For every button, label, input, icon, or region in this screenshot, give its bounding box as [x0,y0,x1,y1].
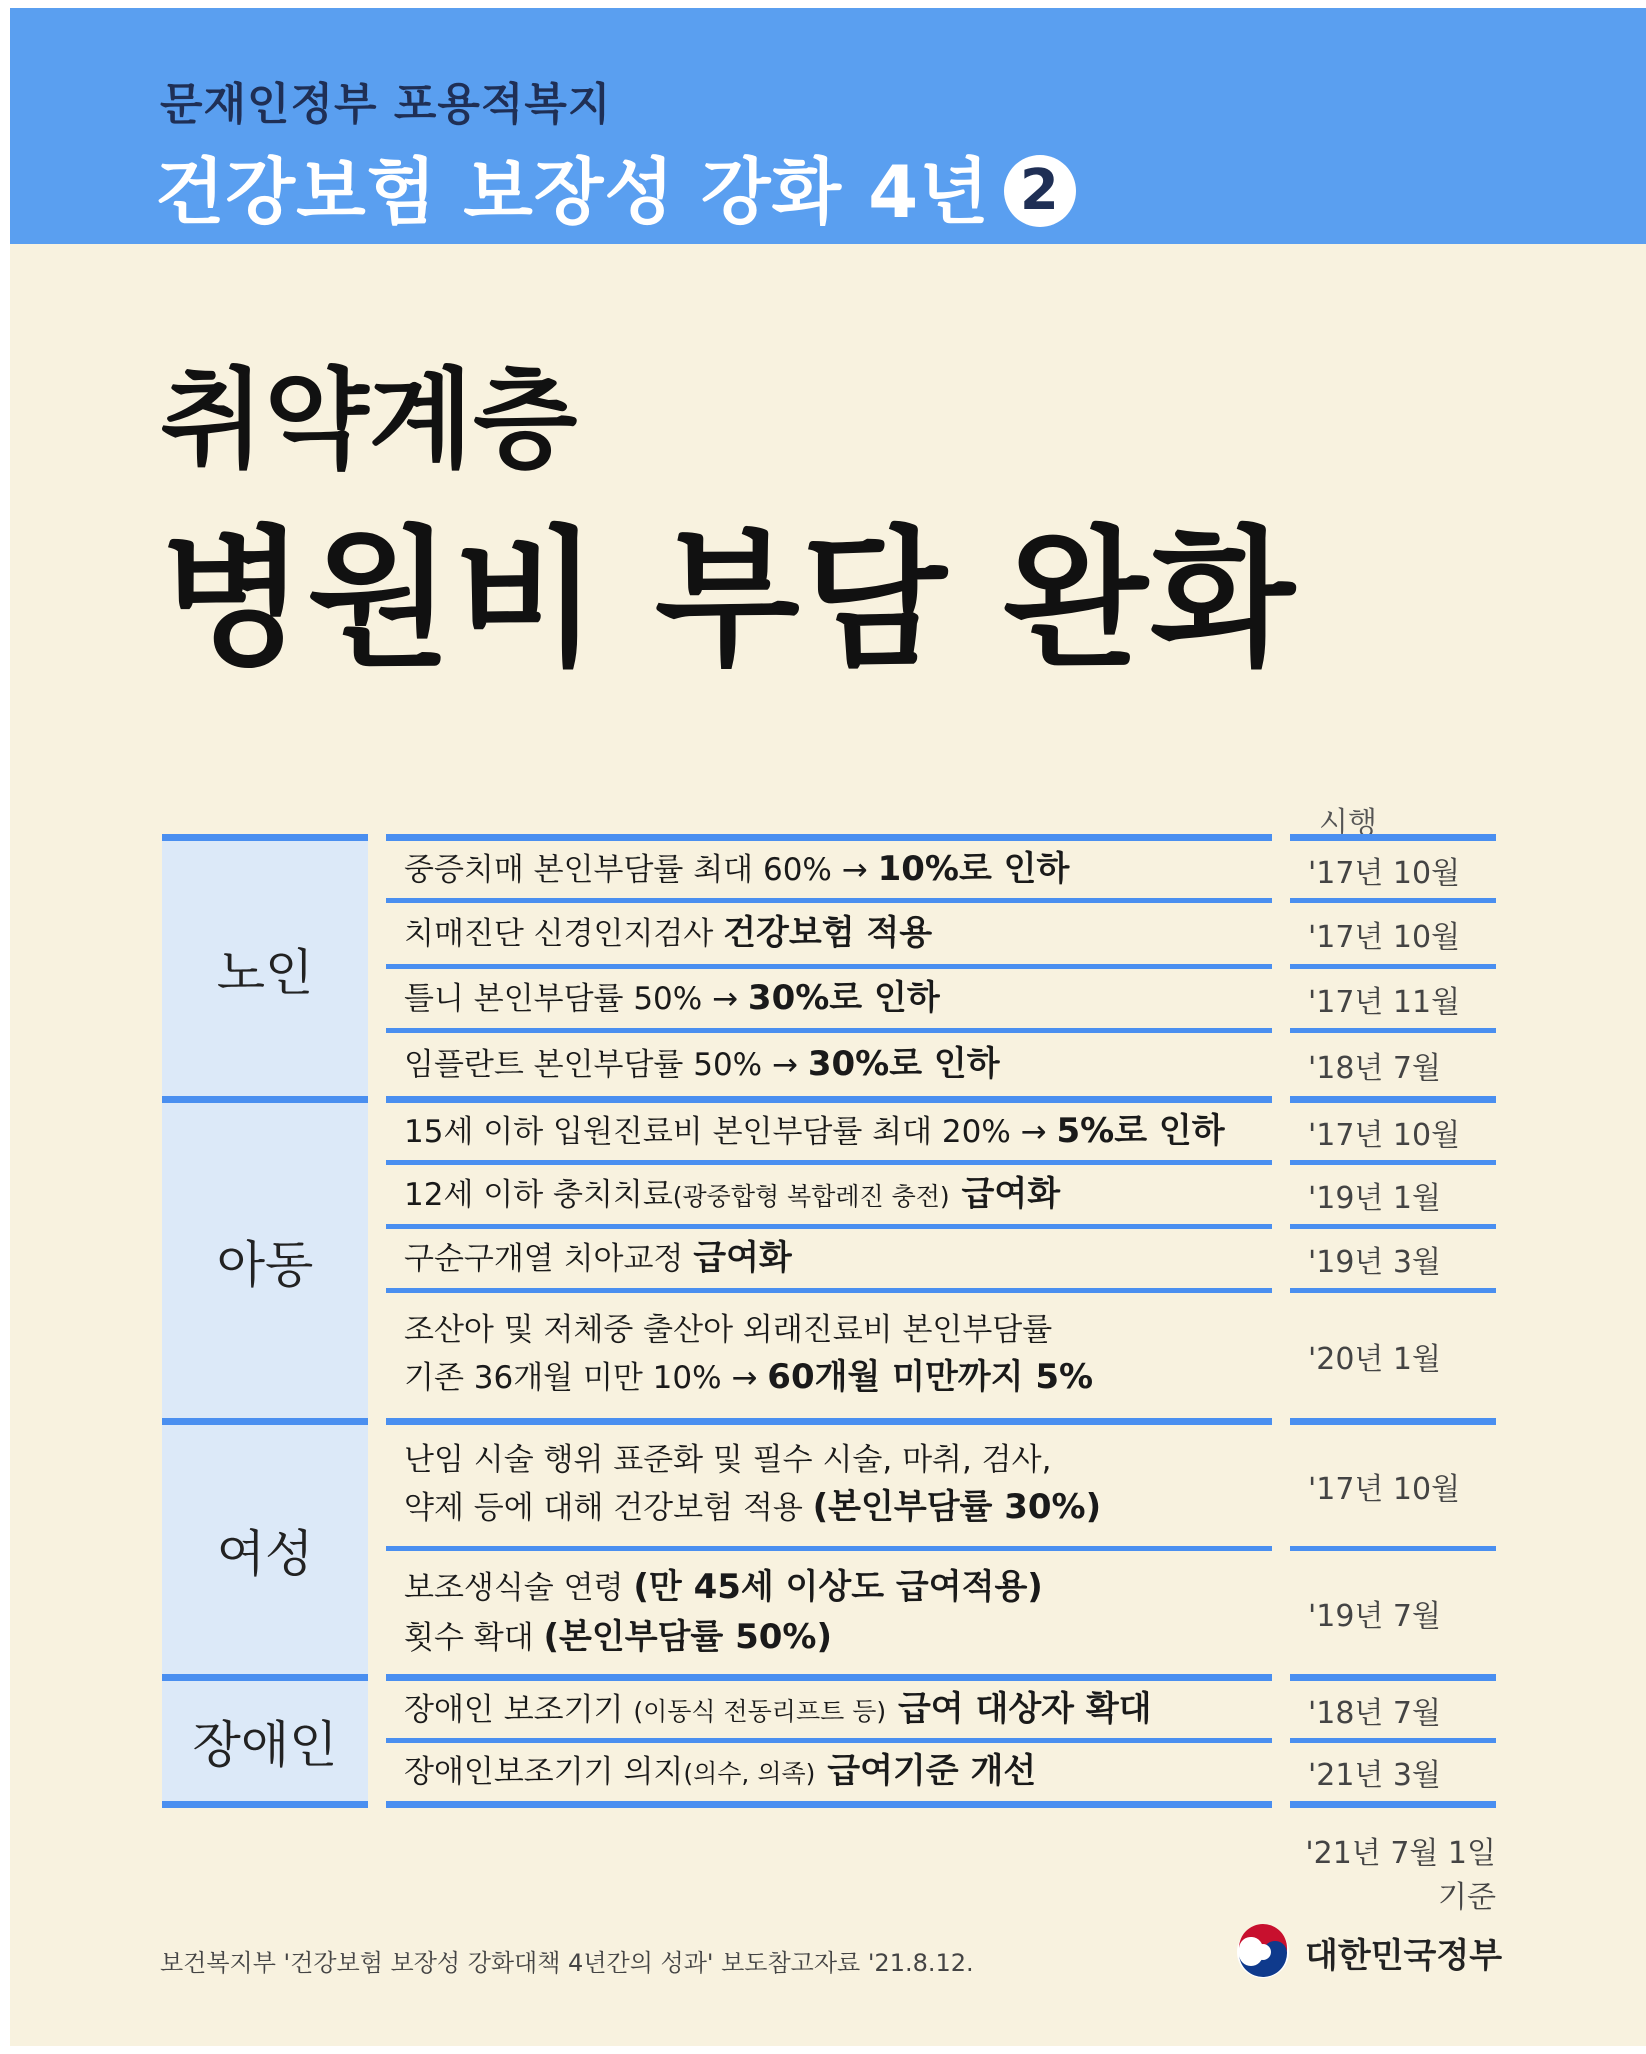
row-text-bold: 급여화 [693,1237,792,1278]
row-text-bold: 30%로 인하 [807,1043,1000,1084]
headline-line1: 취약계층 [160,357,578,483]
row-text [404,1747,1272,1796]
table-row [386,1738,1272,1808]
banner-subtitle: 문재인정부 포용적복지 [160,79,612,130]
row-text-small: (이동식 전동리프트 등) [633,1696,887,1726]
row-text-bold: 30%로 인하 [747,977,940,1018]
row-text-plain: 장애인 보조기기 [404,1691,634,1728]
group-women [162,1418,368,1674]
row-text-plain: 구순구개열 치아교정 [404,1240,694,1277]
group-label: 여성 [216,1524,314,1583]
row-text-plain: 기존 36개월 미만 10% → [404,1360,768,1397]
row-date: '17년 10월 [1290,1418,1496,1546]
row-text [404,1040,1272,1089]
row-date: '17년 10월 [1290,898,1496,964]
date-column-header: 시행 [1319,806,1377,841]
row-text-plain: 장애인보조기기 의지 [404,1754,684,1791]
row-text [404,1234,1272,1283]
row-text-bold: 60개월 미만까지 5% [767,1357,1094,1398]
table-row [386,1160,1272,1224]
page [10,8,1646,2046]
row-text-bold: 5%로 인하 [1056,1110,1225,1151]
row-text-bold: (본인부담률 50%) [543,1616,833,1657]
row-text [404,845,1272,894]
group-children [162,1096,368,1418]
row-date: '19년 1월 [1290,1160,1496,1224]
row-text-plain: 틀니 본인부담률 50% → [404,980,748,1017]
table-row [386,1028,1272,1096]
table-row [386,1224,1272,1288]
table-row [386,1674,1272,1738]
row-text [404,1170,1272,1219]
top-banner [10,8,1646,244]
taegeuk-icon [1235,1924,1291,1980]
row-text-bold: (본인부담률 30%) [812,1487,1102,1528]
as-of-note: '21년 7월 1일 기준 [1305,1836,1496,1915]
table-row [386,1096,1272,1160]
row-text [404,909,1272,958]
logo-text: 대한민국정부 [1305,1935,1503,1976]
row-text [404,1107,1272,1156]
row-text [404,974,1272,1023]
row-text-bold: 건강보험 적용 [723,912,933,953]
row-text [404,1613,1272,1662]
row-date: '17년 10월 [1290,1096,1496,1160]
row-text-plain: 12세 이하 충치치료 [404,1176,673,1213]
row-date: '17년 10월 [1290,834,1496,898]
row-date: '19년 7월 [1290,1546,1496,1674]
row-text [404,1685,1272,1734]
row-date: '18년 7월 [1290,1674,1496,1738]
group-disabled [162,1674,368,1808]
row-text [404,1353,1272,1402]
government-logo [1235,1924,1502,1980]
row-text-bold: 급여 대상자 확대 [886,1688,1152,1729]
row-date: '21년 3월 [1290,1738,1496,1808]
table-row [386,964,1272,1028]
row-date: '20년 1월 [1290,1288,1496,1418]
group-label: 장애인 [192,1716,338,1774]
table-row [386,1418,1272,1546]
group-label: 노인 [216,943,314,1002]
row-date: '19년 3월 [1290,1224,1496,1288]
row-text-small: (의수, 의족) [683,1759,816,1789]
table-row [386,834,1272,898]
banner-title-text: 건강보험 보장성 강화 4년 [155,150,990,234]
row-date: '17년 11월 [1290,964,1496,1028]
row-text-plain: 보조생식술 연령 [404,1570,634,1607]
source-note: 보건복지부 '건강보험 보장성 강화대책 4년간의 성과' 보도참고자료 '21.8.12. [160,1949,974,1977]
row-text-bold: 급여화 [949,1173,1061,1214]
table-row [386,1546,1272,1674]
row-text-line1: 조산아 및 저체중 출산아 외래진료비 본인부담률 [404,1312,1053,1349]
row-text-bold: 급여기준 개선 [815,1751,1037,1792]
row-text-line1: 난임 시술 행위 표준화 및 필수 시술, 마취, 검사, [404,1442,1052,1479]
row-text-plain: 15세 이하 입원진료비 본인부담률 최대 20% → [404,1113,1057,1150]
row-text-small: (광중합형 복합레진 충전) [672,1181,950,1211]
banner-title [155,134,1076,238]
row-text-plain: 임플란트 본인부담률 50% → [404,1046,808,1083]
banner-number-badge: 2 [1004,155,1076,227]
row-text-plain: 약제 등에 대해 건강보험 적용 [404,1490,813,1527]
row-text-bold: (만 45세 이상도 급여적용) [633,1567,1043,1608]
row-text-bold: 10%로 인하 [877,848,1070,889]
row-date: '18년 7월 [1290,1028,1496,1096]
row-text-line1 [404,1563,1272,1612]
headline-line2: 병원비 부담 완화 [160,511,1297,687]
row-text-plain: 횟수 확대 [404,1619,544,1656]
group-label: 아동 [216,1235,314,1294]
group-elderly [162,834,368,1096]
row-text [404,1483,1272,1532]
table-row [386,898,1272,964]
table-row [386,1288,1272,1418]
row-text-plain: 중증치매 본인부담률 최대 60% → [404,851,878,888]
row-text-plain: 치매진단 신경인지검사 [404,915,724,952]
